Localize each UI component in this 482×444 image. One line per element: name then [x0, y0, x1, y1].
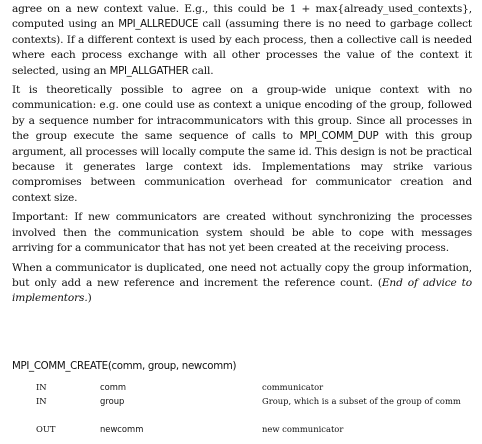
text-run: with this group argument, all processes will locally compute the same id. This design is not be practical because it generates large context ids. Implementations may strike various compromises between communication overhead for communicator creation and context size. — [12, 130, 472, 204]
argument-name: newcomm — [100, 424, 144, 434]
argument-name: comm — [100, 382, 127, 392]
text-run: call (assuming there is no need to garbage collect contexts). If a different context is used by each process, then a collective call is needed where each process exchange with all other processes the value of the context it selected, using an — [12, 18, 473, 77]
argument-description: communicator — [262, 382, 324, 392]
end-of-advice-note: End of advice to implementors. — [12, 276, 472, 305]
document-body — [12, 2, 472, 307]
argument-row — [0, 381, 482, 395]
paragraph-important — [12, 210, 472, 256]
argument-description: Group, which is a subset of the group of comm — [262, 396, 461, 406]
paragraph-unique-context — [12, 83, 472, 206]
argument-name: group — [100, 396, 125, 406]
function-name: MPI_COMM_CREATE — [12, 361, 108, 372]
code-mpi-comm-dup: MPI_COMM_DUP — [299, 131, 379, 143]
argument-row — [0, 423, 482, 437]
argument-direction: IN — [36, 382, 47, 392]
text-run: Important: If new communicators are created without synchronizing the processes involved then the communication system should be able to cope with messages arriving for a communicator that has not yet been created at the receiving process. — [12, 211, 472, 255]
argument-description: new communicator — [262, 424, 344, 434]
text-run: ) — [87, 292, 92, 305]
argument-direction: IN — [36, 396, 47, 406]
paragraph-duplication — [12, 261, 472, 307]
argument-direction: OUT — [36, 424, 56, 434]
function-params: (comm, group, newcomm) — [107, 361, 237, 372]
code-mpi-allreduce: MPI_ALLREDUCE — [118, 19, 199, 31]
function-signature — [12, 361, 236, 372]
text-run: It is theoretically possible to agree on a group-wide unique context with no communication: e.g. one could use as context a unique encoding of the group, followed by a sequence number for intracommunicators with this group. Since all processes in the group execute the same sequence of calls to — [12, 84, 472, 143]
text-run: agree on a new context value. E.g., this could be 1 + max{already_used_contexts}, computed using an — [12, 3, 472, 31]
text-run: When a communicator is duplicated, one need not actually copy the group information, but only add a new reference and increment the reference count. ( — [12, 261, 472, 289]
text-run: call. — [188, 64, 214, 77]
paragraph-context-agreement — [12, 2, 472, 79]
argument-table — [0, 381, 482, 437]
argument-row — [0, 395, 482, 423]
code-mpi-allgather: MPI_ALLGATHER — [109, 65, 189, 77]
